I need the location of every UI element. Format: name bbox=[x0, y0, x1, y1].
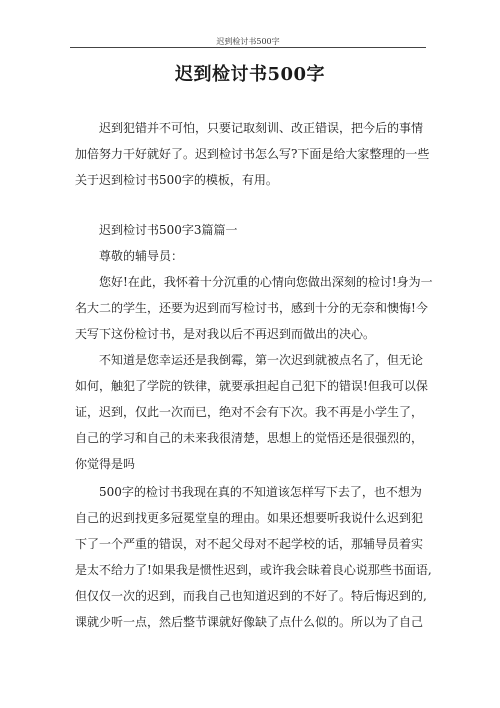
paragraph-line: 名大二的学生，还要为迟到而写检讨书，感到十分的无奈和懊悔!今 bbox=[75, 301, 428, 315]
paragraph-line: 500字的检讨书我现在真的不知道该怎样写下去了，也不想为 bbox=[99, 485, 422, 499]
document-title: 迟到检讨书500字 bbox=[174, 64, 326, 85]
paragraph-line: 您好!在此，我怀着十分沉重的心情向您做出深刻的检讨!身为一 bbox=[99, 275, 433, 289]
paragraph-line: 天写下这份检讨书，是对我以后不再迟到而做出的决心。 bbox=[75, 327, 376, 341]
paragraph-line: 你觉得是吗 bbox=[75, 457, 136, 471]
paragraph-line: 如何，触犯了学院的铁律，就要承担起自己犯下的错误!但我可以保 bbox=[75, 379, 428, 393]
paragraph-line: 迟到犯错并不可怕，只要记取刻训、改正错误，把今后的事情 bbox=[99, 121, 424, 135]
paragraph-line: 是太不给力了!如果我是惯性迟到，或许我会昧着良心说那些书面语, bbox=[75, 563, 432, 577]
paragraph-line: 不知道是您幸运还是我倒霉，第一次迟到就被点名了，但无论 bbox=[99, 353, 424, 367]
paragraph-line: 课就少听一点，然后整节课就好像缺了点什么似的。所以为了自己 bbox=[75, 615, 424, 629]
paragraph-line: 证，迟到，仅此一次而已，绝对不会有下次。我不再是小学生了， bbox=[75, 405, 424, 419]
paragraph-line: 但仅仅一次的迟到，而我自己也知道迟到的不好了。特后悔迟到的, bbox=[75, 589, 427, 603]
paragraph-line: 自己的学习和自己的未来我很清楚，思想上的觉悟还是很强烈的， bbox=[75, 431, 424, 445]
section-heading: 迟到检讨书500字3篇篇一 bbox=[99, 223, 238, 237]
page-header: 迟到检讨书500字 bbox=[216, 37, 280, 46]
paragraph-line: 下了一个严重的错误，对不起父母对不起学校的话，那辅导员着实 bbox=[75, 537, 424, 551]
paragraph-line: 关于迟到检讨书500字的模板，有用。 bbox=[75, 173, 278, 187]
paragraph-line: 自己的迟到找更多冠冕堂皇的理由。如果还想要听我说什么迟到犯 bbox=[75, 511, 424, 525]
paragraph-line: 加倍努力干好就好了。迟到检讨书怎么写?下面是给大家整理的一些 bbox=[75, 147, 430, 161]
salutation: 尊敬的辅导员： bbox=[99, 249, 184, 263]
header-rule bbox=[70, 47, 426, 48]
